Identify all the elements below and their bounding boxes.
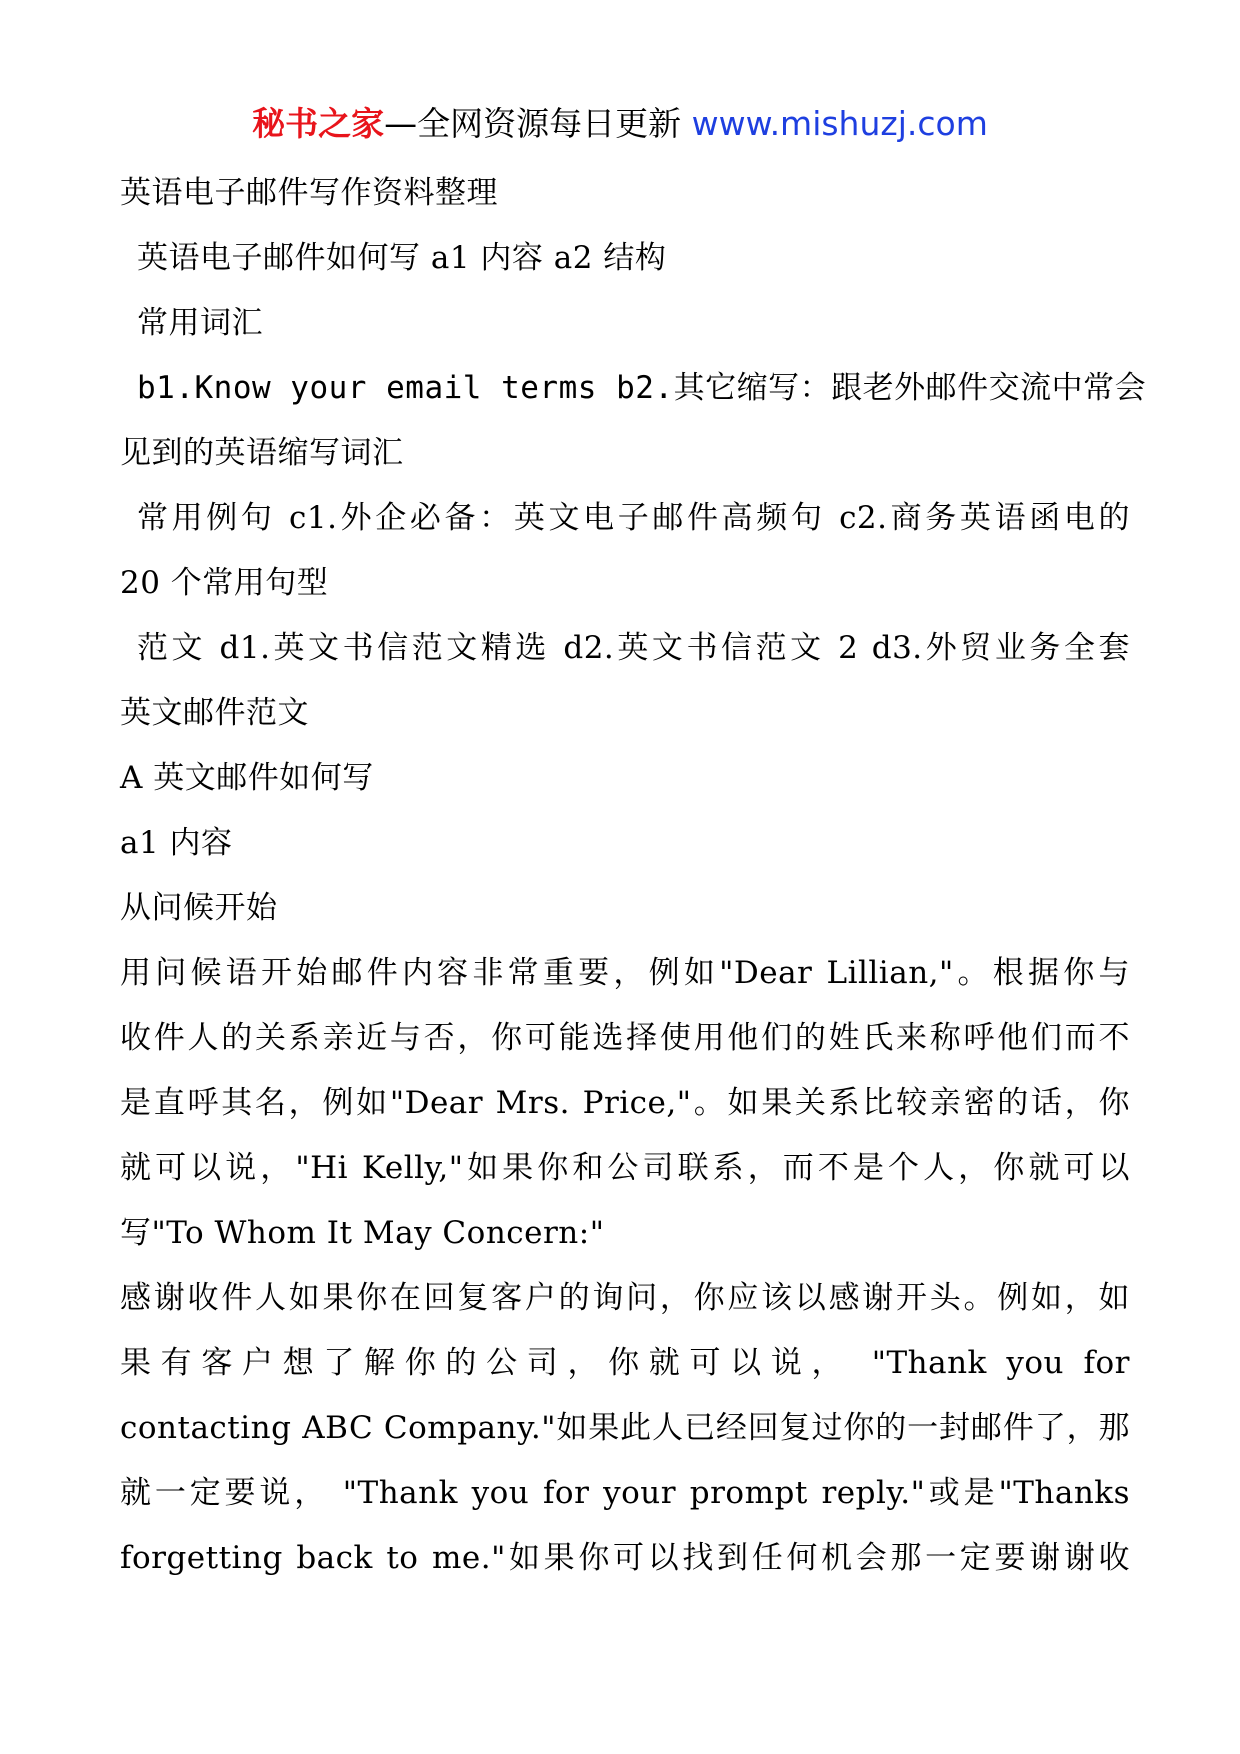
paragraph-line: 是直呼其名，例如"Dear Mrs. Price,"。如果关系比较亲密的话，你 (120, 1085, 1130, 1121)
paragraph-line: 果有客户想了解你的公司，你就可以说， "Thank you for (120, 1345, 1130, 1381)
site-url[interactable]: www.mishuzj.com (691, 104, 988, 143)
toc-line-structure: 英语电子邮件如何写 a1 内容 a2 结构 (137, 240, 667, 276)
toc-line-sentences: 常用例句 c1.外企必备：英文电子邮件高频句 c2.商务英语函电的 (137, 500, 1130, 536)
document-title: 英语电子邮件写作资料整理 (120, 175, 498, 211)
paragraph-line: 写"To Whom It May Concern:" (120, 1215, 605, 1251)
paragraph-line: 用问候语开始邮件内容非常重要，例如"Dear Lillian,"。根据你与 (120, 955, 1130, 991)
subheading-greeting: 从问候开始 (120, 890, 278, 926)
brand-name: 秘书之家 (252, 104, 385, 143)
paragraph-line: forgetting back to me."如果你可以找到任何机会那一定要谢谢收 (120, 1540, 1130, 1576)
paragraph-line: 就一定要说， "Thank you for your prompt reply."或是"Thanks (120, 1475, 1130, 1511)
header-slogan: —全网资源每日更新 (384, 104, 682, 143)
paragraph-line: 感谢收件人如果你在回复客户的询问，你应该以感谢开头。例如，如 (120, 1280, 1130, 1316)
toc-line-sentences-cont: 20 个常用句型 (120, 565, 329, 601)
toc-line-samples-cont: 英文邮件范文 (120, 695, 309, 731)
paragraph-line: 收件人的关系亲近与否，你可能选择使用他们的姓氏来称呼他们而不 (120, 1020, 1130, 1056)
site-header (0, 102, 1240, 146)
toc-line-samples: 范文 d1.英文书信范文精选 d2.英文书信范文 2 d3.外贸业务全套 (137, 630, 1130, 666)
toc-line-vocabulary: 常用词汇 (137, 305, 263, 341)
section-heading-a: A 英文邮件如何写 (120, 760, 374, 796)
section-heading-a1: a1 内容 (120, 825, 233, 861)
paragraph-line: 就可以说，"Hi Kelly,"如果你和公司联系，而不是个人，你就可以 (120, 1150, 1130, 1186)
document-body (120, 161, 1147, 1591)
toc-line-terms: b1.Know your email terms b2.其它缩写：跟老外邮件交流中常会 (137, 370, 1147, 406)
paragraph-line: contacting ABC Company."如果此人已经回复过你的一封邮件了，那 (120, 1410, 1130, 1446)
toc-line-terms-cont: 见到的英语缩写词汇 (120, 435, 404, 471)
